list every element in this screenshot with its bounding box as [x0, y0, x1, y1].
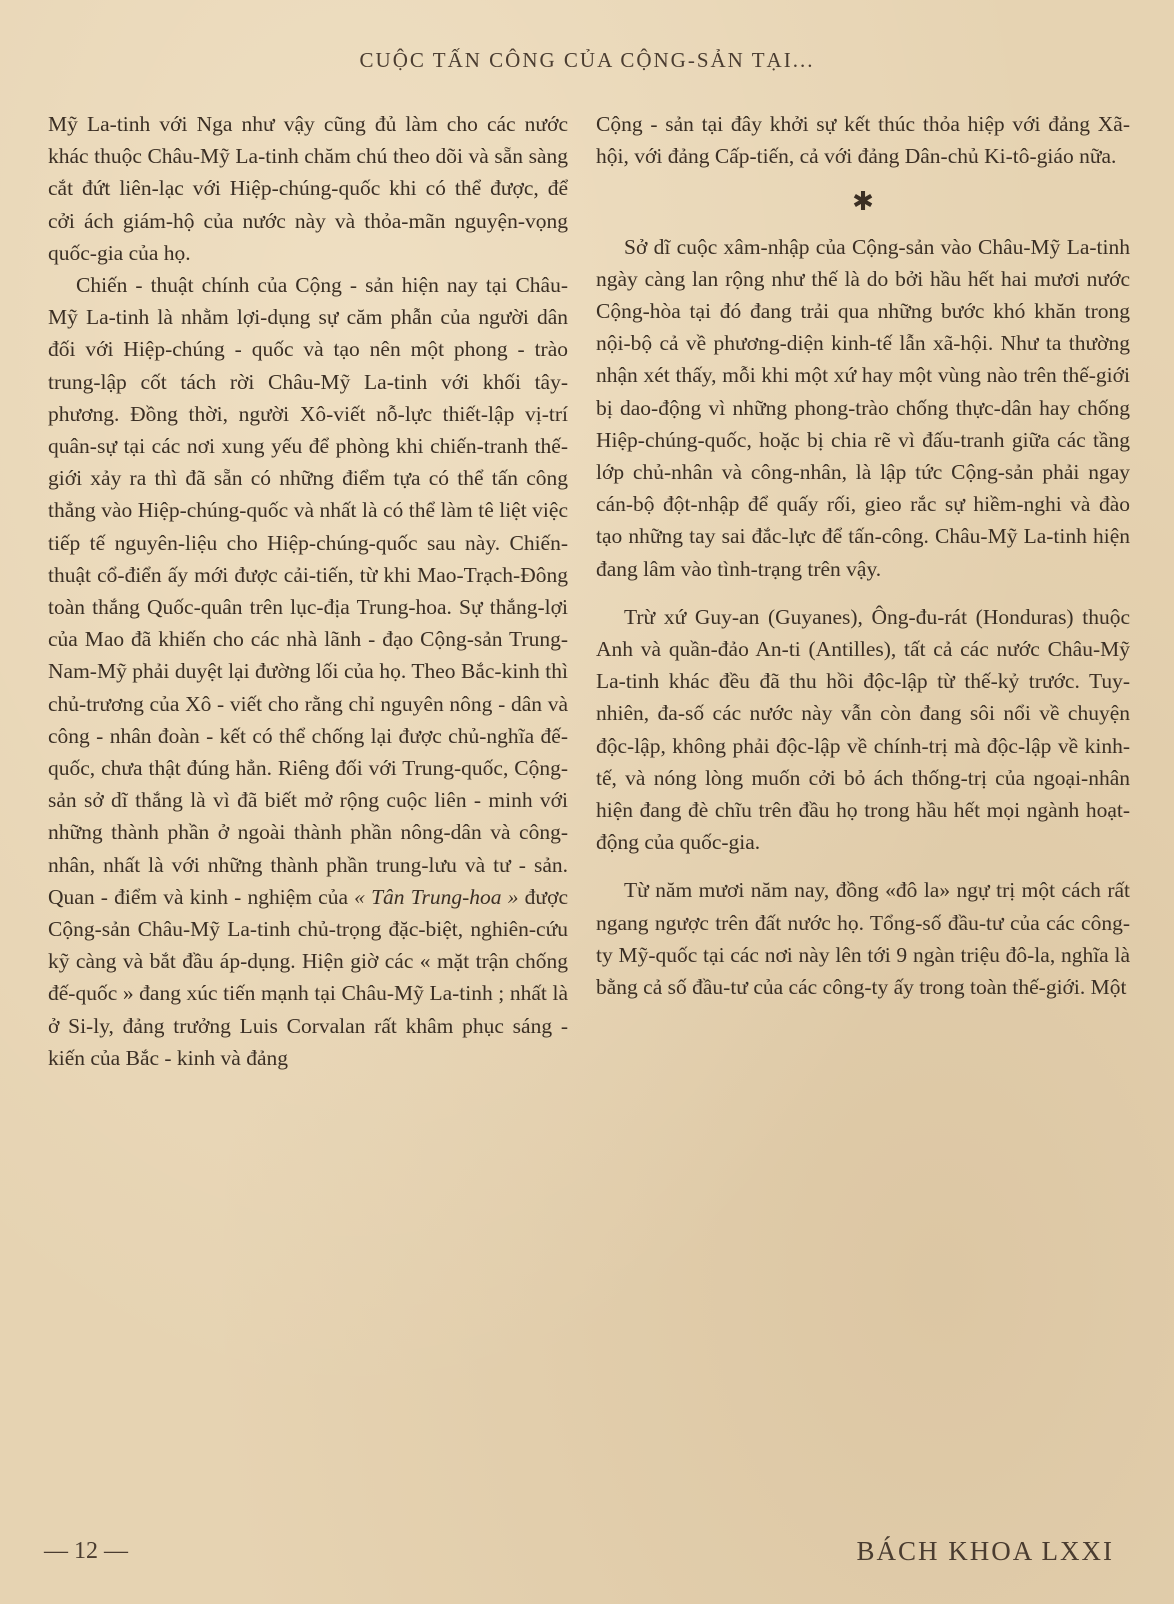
- publication-name: BÁCH KHOA LXXI: [856, 1536, 1114, 1566]
- paragraph: Cộng - sản tại đây khởi sự kết thúc thỏa hiệp với đảng Xã-hội, với đảng Cấp-tiến, cả với đảng Dân-chủ Ki-tô-giáo nữa.: [596, 112, 1130, 169]
- paragraph: Sở dĩ cuộc xâm-nhập của Cộng-sản vào Châu-Mỹ La-tinh ngày càng lan rộng như thế là do bởi hầu hết hai mươi nước Cộng-hòa tại đó đang trải qua những bước khó khăn trong nội-bộ cả về phương-diện kinh-tế lẫn xã-hội. Như ta thường nhận xét thấy, mỗi khi một xứ hay một vùng nào trên thế-giới bị dao-động vì những phong-trào chống thực-dân hay chống Hiệp-chúng-quốc, hoặc bị chia rẽ vì đấu-tranh giữa các tầng lớp chủ-nhân và công-nhân, là lập tức Cộng-sản phải ngay cán-bộ đột-nhập để quấy rối, gieo rắc sự hiềm-nghi và đào tạo những tay sai đắc-lực để tấn-công. Châu-Mỹ La-tinh hiện đang lâm vào tình-trạng trên vậy.: [596, 234, 1130, 581]
- paragraph-text: Chiến - thuật chính của Cộng - sản hiện nay tại Châu-Mỹ La-tinh là nhằm lợi-dụng sự căm phẫn của người dân đối với Hiệp-chúng - quốc và tạo nên một phong - trào trung-lập cốt tách rời Châu-Mỹ La-tinh với khối tây-phương. Đồng thời, người Xô-viết nỗ-lực thiết-lập vị-trí quân-sự tại các nơi xung yếu để phòng khi chiến-tranh thế-giới xảy ra thì đã sẵn có những điểm tựa có thể tấn công thẳng vào Hiệp-chúng-quốc và nhất là có thể làm tê liệt việc tiếp tế nguyên-liệu cho Hiệp-chúng-quốc sau này. Chiến-thuật cổ-điển ấy mới được cải-tiến, từ khi Mao-Trạch-Đông toàn thắng Quốc-quân trên lục-địa Trung-hoa. Sự thắng-lợi của Mao đã khiến cho các nhà lãnh - đạo Cộng-sản Trung-Nam-Mỹ phải duyệt lại đường lối của họ. Theo Bắc-kinh thì chủ-trương của Xô - viết cho rằng chỉ nguyên nông - dân và công - nhân đoàn - kết có thể chống lại được chủ-nghĩa đế-quốc, chưa thật đúng hẳn. Riêng đối với Trung-quốc, Cộng-sản sở dĩ thắng là vì đã biết mở rộng cuộc liên - minh với những thành phần ở ngoài thành phần nông-dân và công-nhân, nhất là với những thành phần trung-lưu và tư - sản. Quan - điểm và kinh - nghiệm của: [48, 273, 568, 909]
- paragraph: [48, 269, 568, 1074]
- paragraph-text: được Cộng-sản Châu-Mỹ La-tinh chủ-trọng đặc-biệt, nghiên-cứu kỹ càng và bắt đầu áp-dụng. Hiện giờ các « mặt trận chống đế-quốc » đang xúc tiến mạnh tại Châu-Mỹ La-tinh ; nhất là ở Si-ly, đảng trưởng Luis Corvalan rất khâm phục sáng - kiến của Bắc - kinh và đảng: [48, 884, 568, 1070]
- section-ornament-icon: ✱: [852, 187, 874, 217]
- running-head: CUỘC TẤN CÔNG CỦA CỘNG-SẢN TẠI...: [359, 48, 815, 72]
- page-number: — 12 —: [44, 1538, 128, 1564]
- paragraph: Mỹ La-tinh với Nga như vậy cũng đủ làm cho các nước khác thuộc Châu-Mỹ La-tinh chăm chú theo dõi và sẵn sàng cắt đứt liên-lạc với Hiệp-chúng-quốc khi có thể được, để cởi ách giám-hộ của nước này và thỏa-mãn nguyện-vọng quốc-gia của họ.: [48, 112, 568, 265]
- left-column: [48, 108, 568, 1074]
- right-column: [596, 108, 1130, 1003]
- italic-title: « Tân Trung-hoa »: [354, 884, 519, 909]
- paragraph: Từ năm mươi năm nay, đồng «đô la» ngự trị một cách rất ngang ngược trên đất nước họ. Tổng-số đầu-tư của các công-ty Mỹ-quốc tại các nơi này lên tới 9 ngàn triệu đô-la, nghĩa là bằng cả số đầu-tư của các công-ty ấy trong toàn thế-giới. Một: [596, 878, 1130, 1000]
- paragraph: Trừ xứ Guy-an (Guyanes), Ông-đu-rát (Honduras) thuộc Anh và quần-đảo An-ti (Antilles), tất cả các nước Châu-Mỹ La-tinh khác đều đã thu hồi độc-lập từ thế-kỷ trước. Tuy-nhiên, đa-số các nước này vẫn còn đang sôi nổi về chuyện độc-lập, không phải độc-lập về chính-trị mà độc-lập về kinh-tế, và nóng lòng muốn cởi bỏ ách thống-trị của ngoại-nhân hiện đang đè chĩu trên đầu họ trong hầu hết mọi ngành hoạt-động của quốc-gia.: [596, 604, 1130, 855]
